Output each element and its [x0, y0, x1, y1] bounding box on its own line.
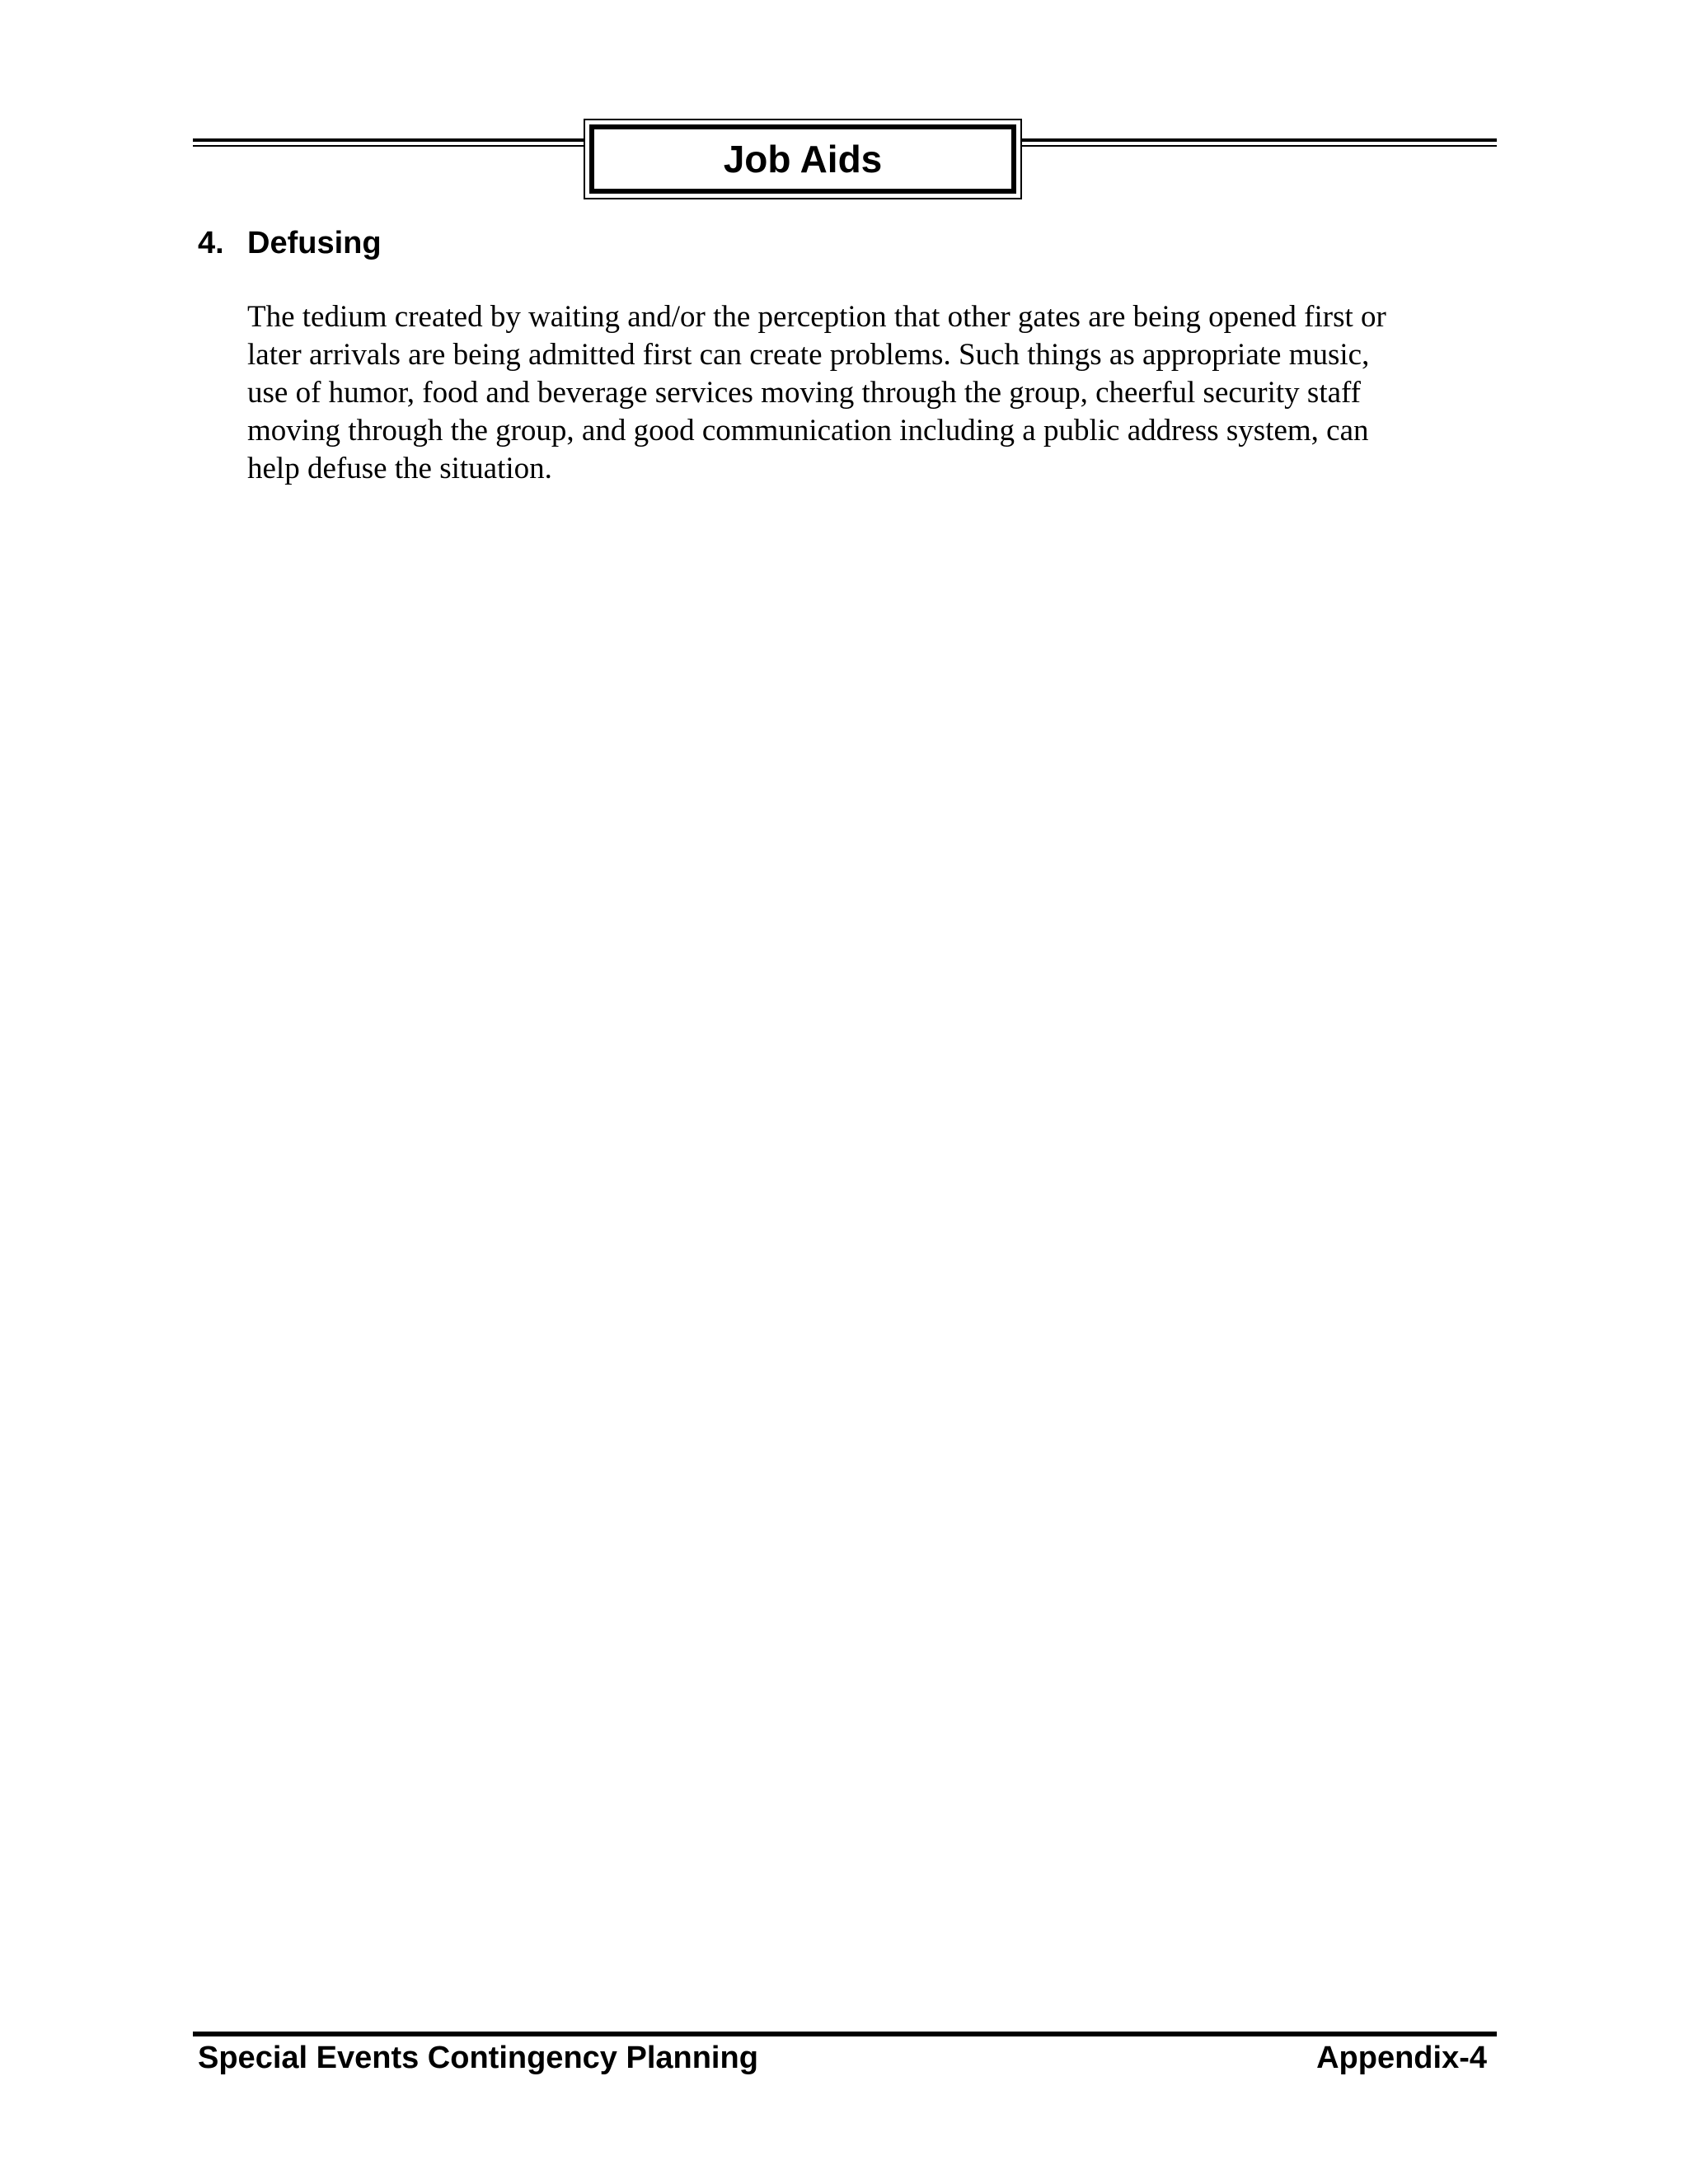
header-title: Job Aids	[723, 138, 883, 180]
footer-rule	[193, 2032, 1497, 2036]
header-banner-inner	[589, 124, 1016, 194]
paragraph-line: The tedium created by waiting and/or the perception that other gates are being opened first or	[247, 300, 1386, 334]
section-number: 4.	[198, 226, 224, 260]
paragraph-line: help defuse the situation.	[247, 452, 552, 485]
header-banner	[584, 119, 1022, 199]
paragraph-line: moving through the group, and good communication including a public address system, can	[247, 414, 1369, 448]
section-paragraph	[247, 298, 1517, 488]
footer-document-title: Special Events Contingency Planning	[198, 2041, 758, 2075]
paragraph-line: later arrivals are being admitted first can create problems. Such things as appropriate music,	[247, 338, 1370, 372]
paragraph-line: use of humor, food and beverage services moving through the group, cheerful security staff	[247, 376, 1362, 410]
section-title: Defusing	[247, 226, 382, 260]
section-heading	[198, 224, 382, 262]
header-rule-left	[193, 138, 585, 147]
header-rule-right	[1020, 138, 1497, 147]
footer-page-number: Appendix-4	[1316, 2041, 1487, 2075]
